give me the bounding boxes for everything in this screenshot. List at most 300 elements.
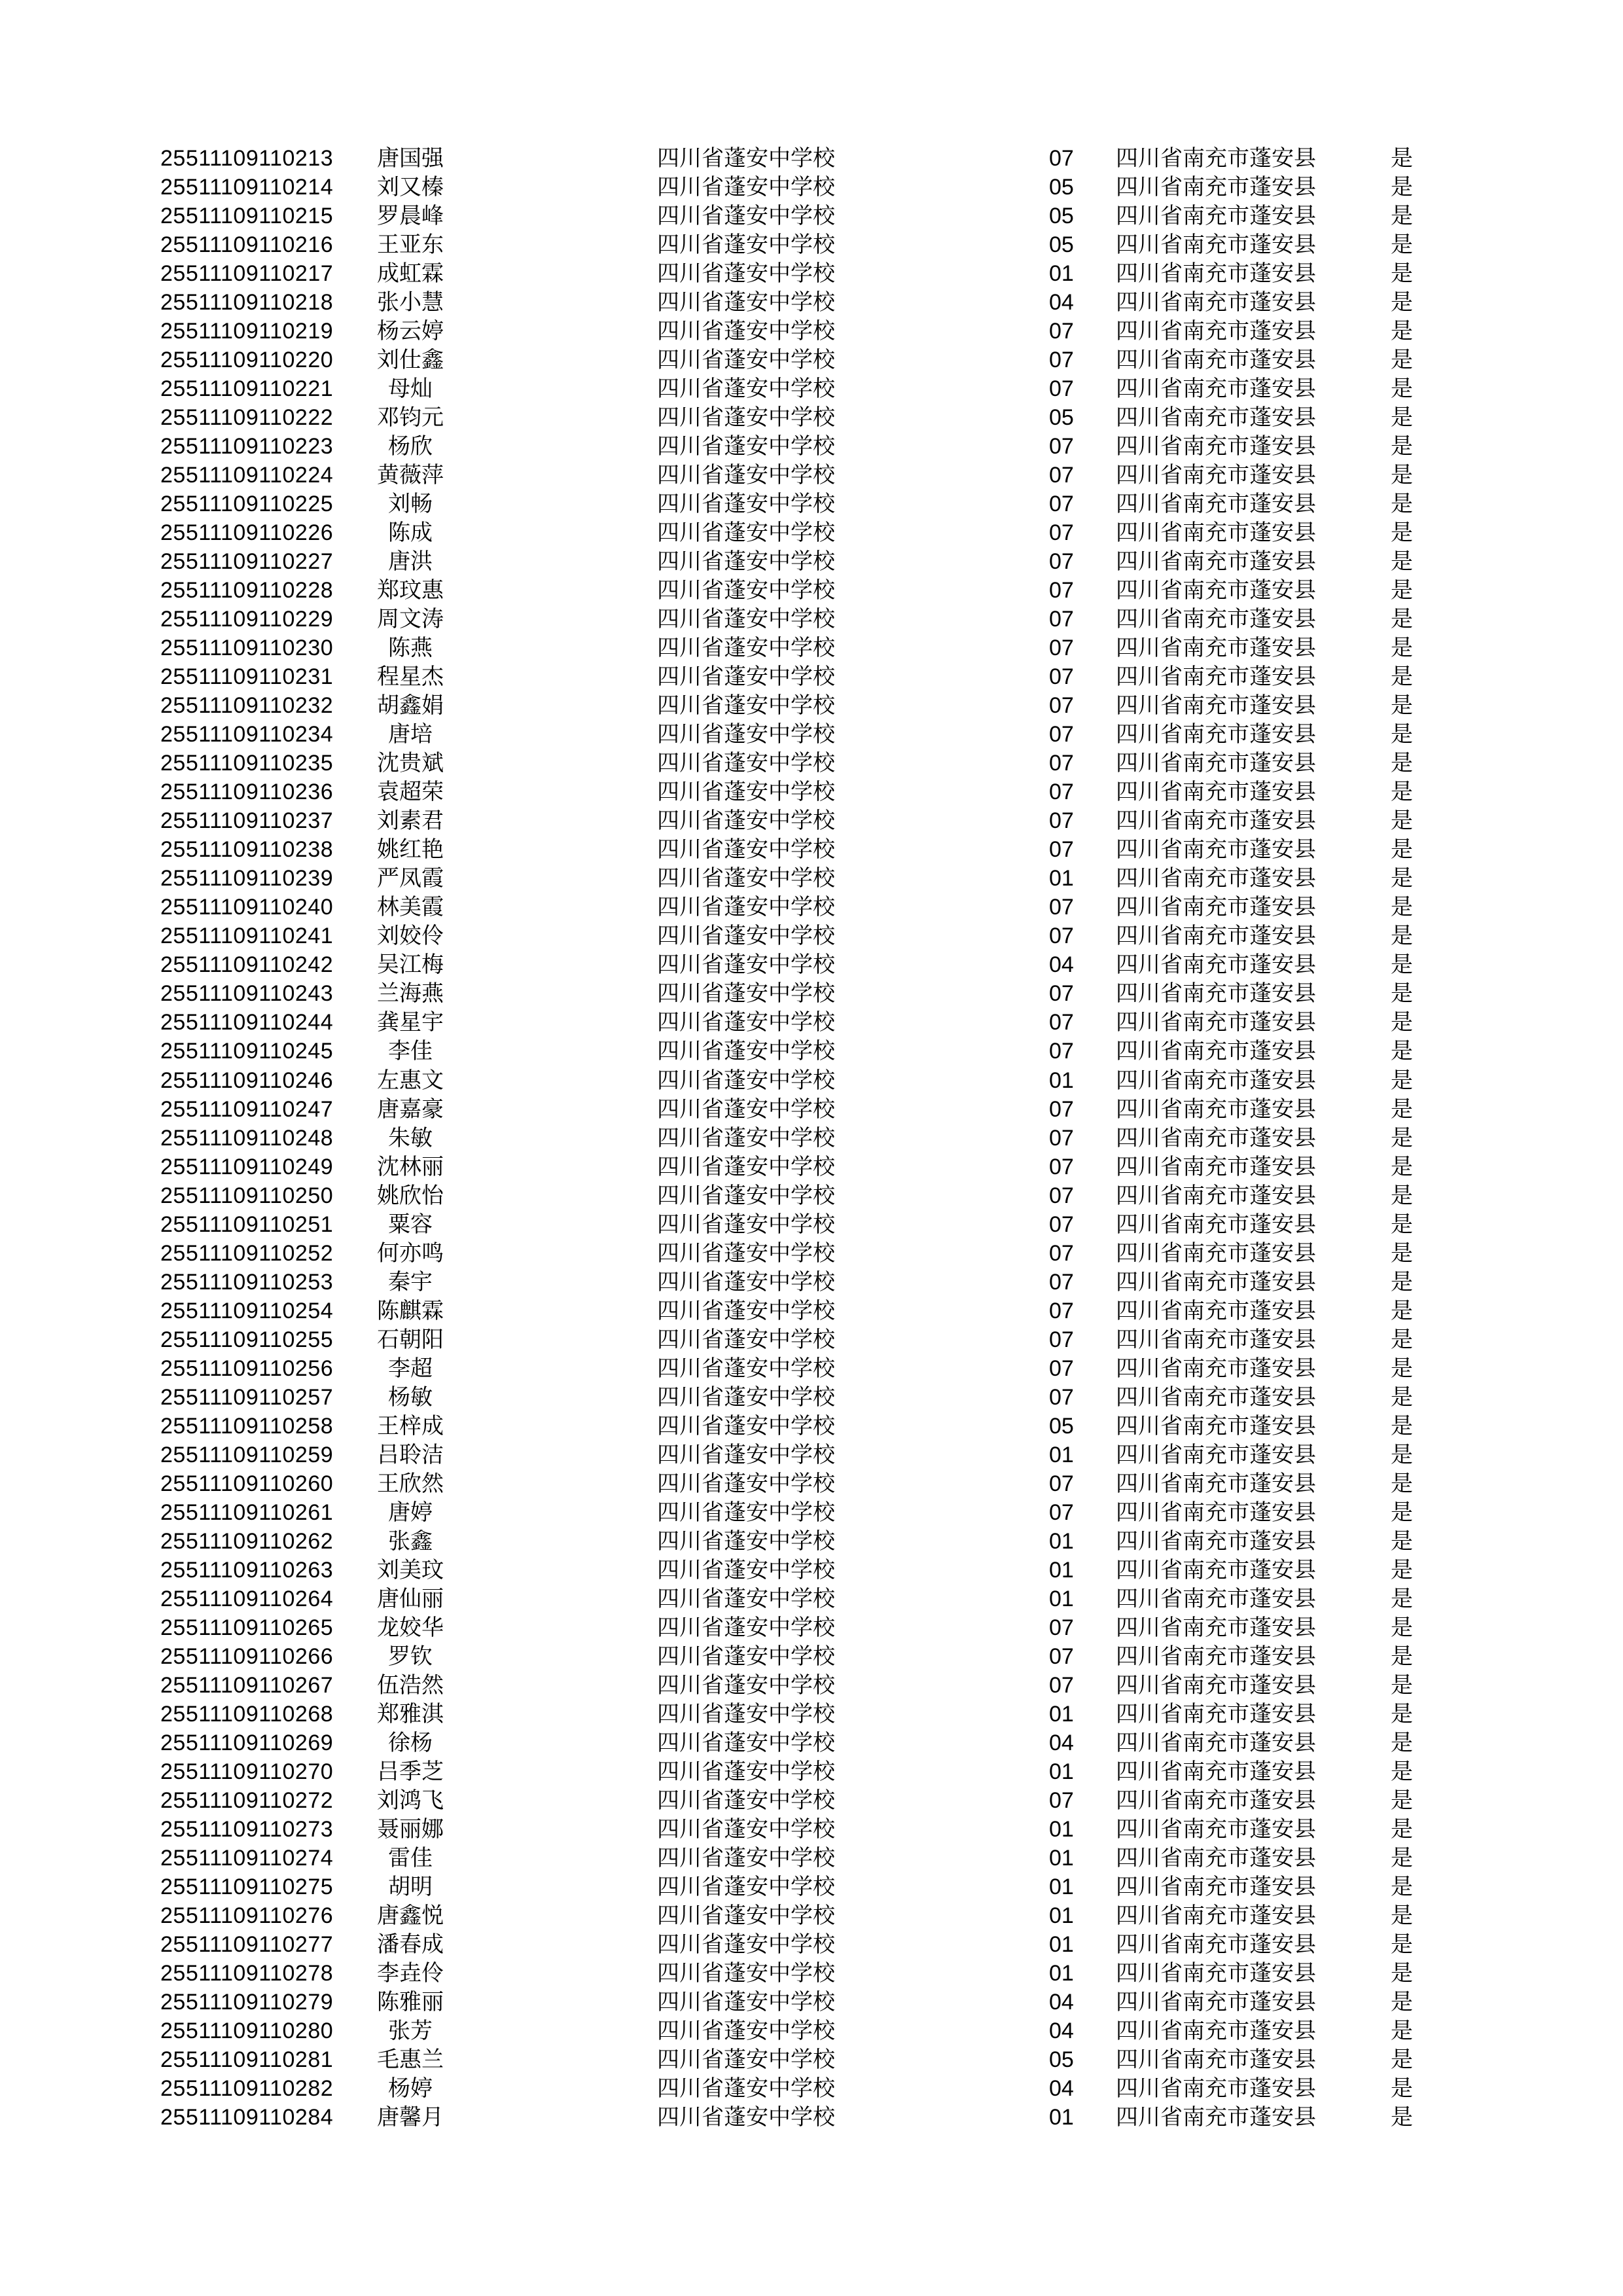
school-cell: 四川省蓬安中学校 [657,1816,835,1842]
category-code-cell: 01 [1049,2105,1074,2130]
exam-id-cell: 25511109110249 [160,1154,334,1179]
school-cell: 四川省蓬安中学校 [657,2076,835,2102]
category-code-cell: 01 [1049,1701,1074,1727]
confirm-flag-cell: 是 [1391,261,1413,287]
exam-id-cell: 25511109110222 [160,405,334,431]
region-cell: 四川省南充市蓬安县 [1116,204,1316,229]
category-code-cell: 01 [1049,1067,1074,1093]
school-cell: 四川省蓬安中学校 [657,1787,835,1813]
student-name-cell: 姚红艳 [377,837,444,863]
exam-id-cell: 25511109110237 [160,808,334,834]
confirm-flag-cell: 是 [1391,1557,1413,1583]
table-row [0,1930,1623,1959]
region-cell: 四川省南充市蓬安县 [1116,1903,1316,1928]
table-row [0,2103,1623,2132]
category-code-cell: 04 [1049,2076,1074,2102]
school-cell: 四川省蓬安中学校 [657,434,835,459]
confirm-flag-cell: 是 [1391,837,1413,863]
school-cell: 四川省蓬安中学校 [657,146,835,171]
exam-id-cell: 25511109110236 [160,780,334,805]
confirm-flag-cell: 是 [1391,1327,1413,1352]
school-cell: 四川省蓬安中学校 [657,1039,835,1064]
confirm-flag-cell: 是 [1391,664,1413,690]
category-code-cell: 07 [1049,693,1074,719]
region-cell: 四川省南充市蓬安县 [1116,1471,1316,1496]
region-cell: 四川省南充市蓬安县 [1116,261,1316,287]
exam-id-cell: 25511109110272 [160,1787,334,1813]
confirm-flag-cell: 是 [1391,1154,1413,1179]
confirm-flag-cell: 是 [1391,722,1413,747]
category-code-cell: 07 [1049,636,1074,661]
table-row [0,346,1623,374]
student-name-cell: 聂丽娜 [377,1816,444,1842]
table-row [0,1297,1623,1325]
school-cell: 四川省蓬安中学校 [657,1960,835,1986]
exam-id-cell: 25511109110261 [160,1499,334,1525]
table-row [0,2017,1623,2045]
exam-id-cell: 25511109110282 [160,2076,334,2102]
category-code-cell: 01 [1049,1903,1074,1928]
region-cell: 四川省南充市蓬安县 [1116,866,1316,891]
region-cell: 四川省南充市蓬安县 [1116,924,1316,949]
school-cell: 四川省蓬安中学校 [657,290,835,315]
school-cell: 四川省蓬安中学校 [657,2018,835,2044]
region-cell: 四川省南充市蓬安县 [1116,636,1316,661]
confirm-flag-cell: 是 [1391,1039,1413,1064]
table-row [0,1383,1623,1412]
student-name-cell: 邓钧元 [377,405,444,431]
confirm-flag-cell: 是 [1391,146,1413,171]
table-row [0,1124,1623,1153]
category-code-cell: 07 [1049,1039,1074,1064]
region-cell: 四川省南充市蓬安县 [1116,1557,1316,1583]
region-cell: 四川省南充市蓬安县 [1116,607,1316,632]
student-name-cell: 刘美玟 [377,1557,444,1583]
school-cell: 四川省蓬安中学校 [657,1990,835,2015]
student-name-cell: 刘畅 [388,492,433,517]
student-name-cell: 何亦鸣 [377,1240,444,1266]
exam-id-cell: 25511109110235 [160,751,334,776]
student-name-cell: 唐鑫悦 [377,1903,444,1928]
student-name-cell: 王欣然 [377,1471,444,1496]
student-name-cell: 朱敏 [388,1125,433,1151]
confirm-flag-cell: 是 [1391,1615,1413,1640]
category-code-cell: 07 [1049,895,1074,920]
student-name-cell: 毛惠兰 [377,2047,444,2073]
student-name-cell: 郑玟惠 [377,578,444,603]
category-code-cell: 05 [1049,2047,1074,2073]
region-cell: 四川省南充市蓬安县 [1116,837,1316,863]
student-name-cell: 唐嘉豪 [377,1096,444,1122]
region-cell: 四川省南充市蓬安县 [1116,664,1316,690]
confirm-flag-cell: 是 [1391,981,1413,1007]
region-cell: 四川省南充市蓬安县 [1116,1730,1316,1755]
category-code-cell: 07 [1049,1471,1074,1496]
student-name-cell: 周文涛 [377,607,444,632]
exam-id-cell: 25511109110225 [160,492,334,517]
student-name-cell: 石朝阳 [377,1327,444,1352]
category-code-cell: 01 [1049,866,1074,891]
confirm-flag-cell: 是 [1391,463,1413,488]
table-row [0,1700,1623,1729]
region-cell: 四川省南充市蓬安县 [1116,1499,1316,1525]
region-cell: 四川省南充市蓬安县 [1116,1355,1316,1381]
category-code-cell: 07 [1049,1355,1074,1381]
table-row [0,1556,1623,1585]
school-cell: 四川省蓬安中学校 [657,1701,835,1727]
school-cell: 四川省蓬安中学校 [657,1643,835,1669]
table-row [0,374,1623,403]
exam-id-cell: 25511109110246 [160,1067,334,1093]
region-cell: 四川省南充市蓬安县 [1116,780,1316,805]
student-name-cell: 吴江梅 [377,952,444,978]
exam-id-cell: 25511109110218 [160,290,334,315]
school-cell: 四川省蓬安中学校 [657,1413,835,1439]
category-code-cell: 07 [1049,1125,1074,1151]
category-code-cell: 07 [1049,434,1074,459]
category-code-cell: 07 [1049,1643,1074,1669]
student-name-cell: 杨敏 [388,1384,433,1410]
confirm-flag-cell: 是 [1391,1990,1413,2015]
category-code-cell: 01 [1049,1874,1074,1899]
school-cell: 四川省蓬安中学校 [657,693,835,719]
school-cell: 四川省蓬安中学校 [657,549,835,575]
student-name-cell: 潘春成 [377,1931,444,1957]
school-cell: 四川省蓬安中学校 [657,319,835,344]
category-code-cell: 01 [1049,1586,1074,1611]
table-row [0,461,1623,490]
confirm-flag-cell: 是 [1391,1586,1413,1611]
school-cell: 四川省蓬安中学校 [657,520,835,546]
exam-id-cell: 25511109110258 [160,1413,334,1439]
school-cell: 四川省蓬安中学校 [657,780,835,805]
exam-id-cell: 25511109110213 [160,146,334,171]
exam-id-cell: 25511109110277 [160,1931,334,1957]
confirm-flag-cell: 是 [1391,348,1413,373]
school-cell: 四川省蓬安中学校 [657,232,835,258]
region-cell: 四川省南充市蓬安县 [1116,1701,1316,1727]
table-row [0,864,1623,893]
category-code-cell: 07 [1049,1211,1074,1237]
confirm-flag-cell: 是 [1391,952,1413,978]
table-row [0,547,1623,576]
student-name-cell: 沈林丽 [377,1154,444,1179]
table-row [0,1325,1623,1354]
school-cell: 四川省蓬安中学校 [657,348,835,373]
exam-id-cell: 25511109110251 [160,1211,334,1237]
region-cell: 四川省南充市蓬安县 [1116,1960,1316,1986]
table-row [0,1441,1623,1469]
school-cell: 四川省蓬安中学校 [657,1269,835,1295]
category-code-cell: 07 [1049,1269,1074,1295]
exam-id-cell: 25511109110284 [160,2105,334,2130]
table-row [0,1613,1623,1642]
table-row [0,634,1623,662]
table-row [0,950,1623,979]
region-cell: 四川省南充市蓬安县 [1116,1586,1316,1611]
region-cell: 四川省南充市蓬安县 [1116,146,1316,171]
exam-id-cell: 25511109110264 [160,1586,334,1611]
confirm-flag-cell: 是 [1391,808,1413,834]
student-name-cell: 兰海燕 [377,981,444,1007]
table-row [0,1527,1623,1556]
table-row [0,1585,1623,1613]
table-row [0,403,1623,432]
table-row [0,806,1623,835]
confirm-flag-cell: 是 [1391,1528,1413,1554]
table-row [0,1412,1623,1441]
confirm-flag-cell: 是 [1391,1010,1413,1035]
category-code-cell: 07 [1049,1240,1074,1266]
school-cell: 四川省蓬安中学校 [657,1240,835,1266]
student-name-cell: 郑雅淇 [377,1701,444,1727]
student-name-cell: 刘鸿飞 [377,1787,444,1813]
table-row [0,605,1623,634]
category-code-cell: 07 [1049,146,1074,171]
school-cell: 四川省蓬安中学校 [657,1154,835,1179]
exam-id-cell: 25511109110270 [160,1759,334,1784]
candidate-table [0,144,1623,2132]
school-cell: 四川省蓬安中学校 [657,866,835,891]
school-cell: 四川省蓬安中学校 [657,1903,835,1928]
school-cell: 四川省蓬安中学校 [657,2047,835,2073]
confirm-flag-cell: 是 [1391,1384,1413,1410]
confirm-flag-cell: 是 [1391,1471,1413,1496]
exam-id-cell: 25511109110255 [160,1327,334,1352]
confirm-flag-cell: 是 [1391,866,1413,891]
table-row [0,1239,1623,1268]
table-row [0,691,1623,720]
table-row [0,1959,1623,1988]
category-code-cell: 07 [1049,1615,1074,1640]
school-cell: 四川省蓬安中学校 [657,664,835,690]
category-code-cell: 07 [1049,578,1074,603]
student-name-cell: 唐洪 [388,549,433,575]
student-name-cell: 刘仕鑫 [377,348,444,373]
table-row [0,1844,1623,1873]
region-cell: 四川省南充市蓬安县 [1116,1672,1316,1698]
confirm-flag-cell: 是 [1391,1960,1413,1986]
table-row [0,922,1623,950]
school-cell: 四川省蓬安中学校 [657,722,835,747]
region-cell: 四川省南充市蓬安县 [1116,175,1316,200]
exam-id-cell: 25511109110242 [160,952,334,978]
student-name-cell: 李佳 [388,1039,433,1064]
region-cell: 四川省南充市蓬安县 [1116,376,1316,402]
school-cell: 四川省蓬安中学校 [657,1499,835,1525]
confirm-flag-cell: 是 [1391,1787,1413,1813]
student-name-cell: 严凤霞 [377,866,444,891]
school-cell: 四川省蓬安中学校 [657,1471,835,1496]
region-cell: 四川省南充市蓬安县 [1116,1183,1316,1208]
category-code-cell: 07 [1049,520,1074,546]
exam-id-cell: 25511109110263 [160,1557,334,1583]
table-row [0,518,1623,547]
region-cell: 四川省南充市蓬安县 [1116,1096,1316,1122]
region-cell: 四川省南充市蓬安县 [1116,722,1316,747]
category-code-cell: 05 [1049,405,1074,431]
confirm-flag-cell: 是 [1391,1931,1413,1957]
confirm-flag-cell: 是 [1391,1413,1413,1439]
exam-id-cell: 25511109110253 [160,1269,334,1295]
category-code-cell: 05 [1049,1413,1074,1439]
confirm-flag-cell: 是 [1391,607,1413,632]
school-cell: 四川省蓬安中学校 [657,1759,835,1784]
exam-id-cell: 25511109110219 [160,319,334,344]
student-name-cell: 王梓成 [377,1413,444,1439]
region-cell: 四川省南充市蓬安县 [1116,1759,1316,1784]
table-row [0,230,1623,259]
table-row [0,1757,1623,1786]
region-cell: 四川省南充市蓬安县 [1116,1442,1316,1467]
region-cell: 四川省南充市蓬安县 [1116,981,1316,1007]
student-name-cell: 陈雅丽 [377,1990,444,2015]
student-name-cell: 母灿 [388,376,433,402]
exam-id-cell: 25511109110254 [160,1298,334,1323]
student-name-cell: 唐婷 [388,1499,433,1525]
confirm-flag-cell: 是 [1391,1269,1413,1295]
region-cell: 四川省南充市蓬安县 [1116,952,1316,978]
region-cell: 四川省南充市蓬安县 [1116,2047,1316,2073]
student-name-cell: 张小慧 [377,290,444,315]
school-cell: 四川省蓬安中学校 [657,1010,835,1035]
exam-id-cell: 25511109110262 [160,1528,334,1554]
confirm-flag-cell: 是 [1391,636,1413,661]
category-code-cell: 01 [1049,1759,1074,1784]
confirm-flag-cell: 是 [1391,2018,1413,2044]
student-name-cell: 罗钦 [388,1643,433,1669]
category-code-cell: 07 [1049,722,1074,747]
confirm-flag-cell: 是 [1391,1355,1413,1381]
student-name-cell: 姚欣怡 [377,1183,444,1208]
confirm-flag-cell: 是 [1391,319,1413,344]
category-code-cell: 07 [1049,981,1074,1007]
exam-id-cell: 25511109110231 [160,664,334,690]
school-cell: 四川省蓬安中学校 [657,1528,835,1554]
category-code-cell: 05 [1049,175,1074,200]
student-name-cell: 刘素君 [377,808,444,834]
category-code-cell: 07 [1049,1096,1074,1122]
exam-id-cell: 25511109110217 [160,261,334,287]
confirm-flag-cell: 是 [1391,1183,1413,1208]
student-name-cell: 唐仙丽 [377,1586,444,1611]
category-code-cell: 07 [1049,808,1074,834]
student-name-cell: 成虹霖 [377,261,444,287]
school-cell: 四川省蓬安中学校 [657,837,835,863]
category-code-cell: 07 [1049,1787,1074,1813]
student-name-cell: 吕季芝 [377,1759,444,1784]
school-cell: 四川省蓬安中学校 [657,175,835,200]
category-code-cell: 04 [1049,2018,1074,2044]
exam-id-cell: 25511109110241 [160,924,334,949]
student-name-cell: 罗晨峰 [377,204,444,229]
confirm-flag-cell: 是 [1391,1499,1413,1525]
school-cell: 四川省蓬安中学校 [657,981,835,1007]
region-cell: 四川省南充市蓬安县 [1116,1874,1316,1899]
student-name-cell: 唐国强 [377,146,444,171]
category-code-cell: 07 [1049,780,1074,805]
table-row [0,1729,1623,1757]
category-code-cell: 07 [1049,607,1074,632]
category-code-cell: 04 [1049,1730,1074,1755]
exam-id-cell: 25511109110257 [160,1384,334,1410]
table-row [0,1268,1623,1297]
exam-id-cell: 25511109110267 [160,1672,334,1698]
school-cell: 四川省蓬安中学校 [657,405,835,431]
student-name-cell: 徐杨 [388,1730,433,1755]
exam-id-cell: 25511109110274 [160,1845,334,1871]
exam-id-cell: 25511109110245 [160,1039,334,1064]
school-cell: 四川省蓬安中学校 [657,1211,835,1237]
category-code-cell: 01 [1049,1845,1074,1871]
region-cell: 四川省南充市蓬安县 [1116,895,1316,920]
confirm-flag-cell: 是 [1391,232,1413,258]
category-code-cell: 07 [1049,924,1074,949]
table-row [0,2074,1623,2103]
table-row [0,1901,1623,1930]
table-row [0,662,1623,691]
category-code-cell: 01 [1049,1442,1074,1467]
school-cell: 四川省蓬安中学校 [657,2105,835,2130]
student-name-cell: 李超 [388,1355,433,1381]
school-cell: 四川省蓬安中学校 [657,808,835,834]
region-cell: 四川省南充市蓬安县 [1116,1787,1316,1813]
confirm-flag-cell: 是 [1391,1067,1413,1093]
exam-id-cell: 25511109110256 [160,1355,334,1381]
school-cell: 四川省蓬安中学校 [657,952,835,978]
confirm-flag-cell: 是 [1391,780,1413,805]
student-name-cell: 唐培 [388,722,433,747]
exam-id-cell: 25511109110214 [160,175,334,200]
region-cell: 四川省南充市蓬安县 [1116,1845,1316,1871]
student-name-cell: 杨云婷 [377,319,444,344]
exam-id-cell: 25511109110224 [160,463,334,488]
exam-id-cell: 25511109110269 [160,1730,334,1755]
student-name-cell: 吕聆洁 [377,1442,444,1467]
exam-id-cell: 25511109110268 [160,1701,334,1727]
category-code-cell: 01 [1049,1931,1074,1957]
school-cell: 四川省蓬安中学校 [657,636,835,661]
confirm-flag-cell: 是 [1391,2076,1413,2102]
category-code-cell: 07 [1049,319,1074,344]
confirm-flag-cell: 是 [1391,2105,1413,2130]
exam-id-cell: 25511109110273 [160,1816,334,1842]
exam-id-cell: 25511109110280 [160,2018,334,2044]
region-cell: 四川省南充市蓬安县 [1116,405,1316,431]
confirm-flag-cell: 是 [1391,1730,1413,1755]
exam-id-cell: 25511109110250 [160,1183,334,1208]
region-cell: 四川省南充市蓬安县 [1116,2105,1316,2130]
exam-id-cell: 25511109110227 [160,549,334,575]
table-row [0,1008,1623,1037]
category-code-cell: 07 [1049,376,1074,402]
school-cell: 四川省蓬安中学校 [657,751,835,776]
exam-id-cell: 25511109110243 [160,981,334,1007]
school-cell: 四川省蓬安中学校 [657,261,835,287]
confirm-flag-cell: 是 [1391,693,1413,719]
student-name-cell: 陈燕 [388,636,433,661]
confirm-flag-cell: 是 [1391,290,1413,315]
exam-id-cell: 25511109110279 [160,1990,334,2015]
category-code-cell: 07 [1049,664,1074,690]
exam-id-cell: 25511109110220 [160,348,334,373]
exam-id-cell: 25511109110215 [160,204,334,229]
category-code-cell: 07 [1049,549,1074,575]
exam-id-cell: 25511109110228 [160,578,334,603]
region-cell: 四川省南充市蓬安县 [1116,693,1316,719]
region-cell: 四川省南充市蓬安县 [1116,463,1316,488]
school-cell: 四川省蓬安中学校 [657,1067,835,1093]
